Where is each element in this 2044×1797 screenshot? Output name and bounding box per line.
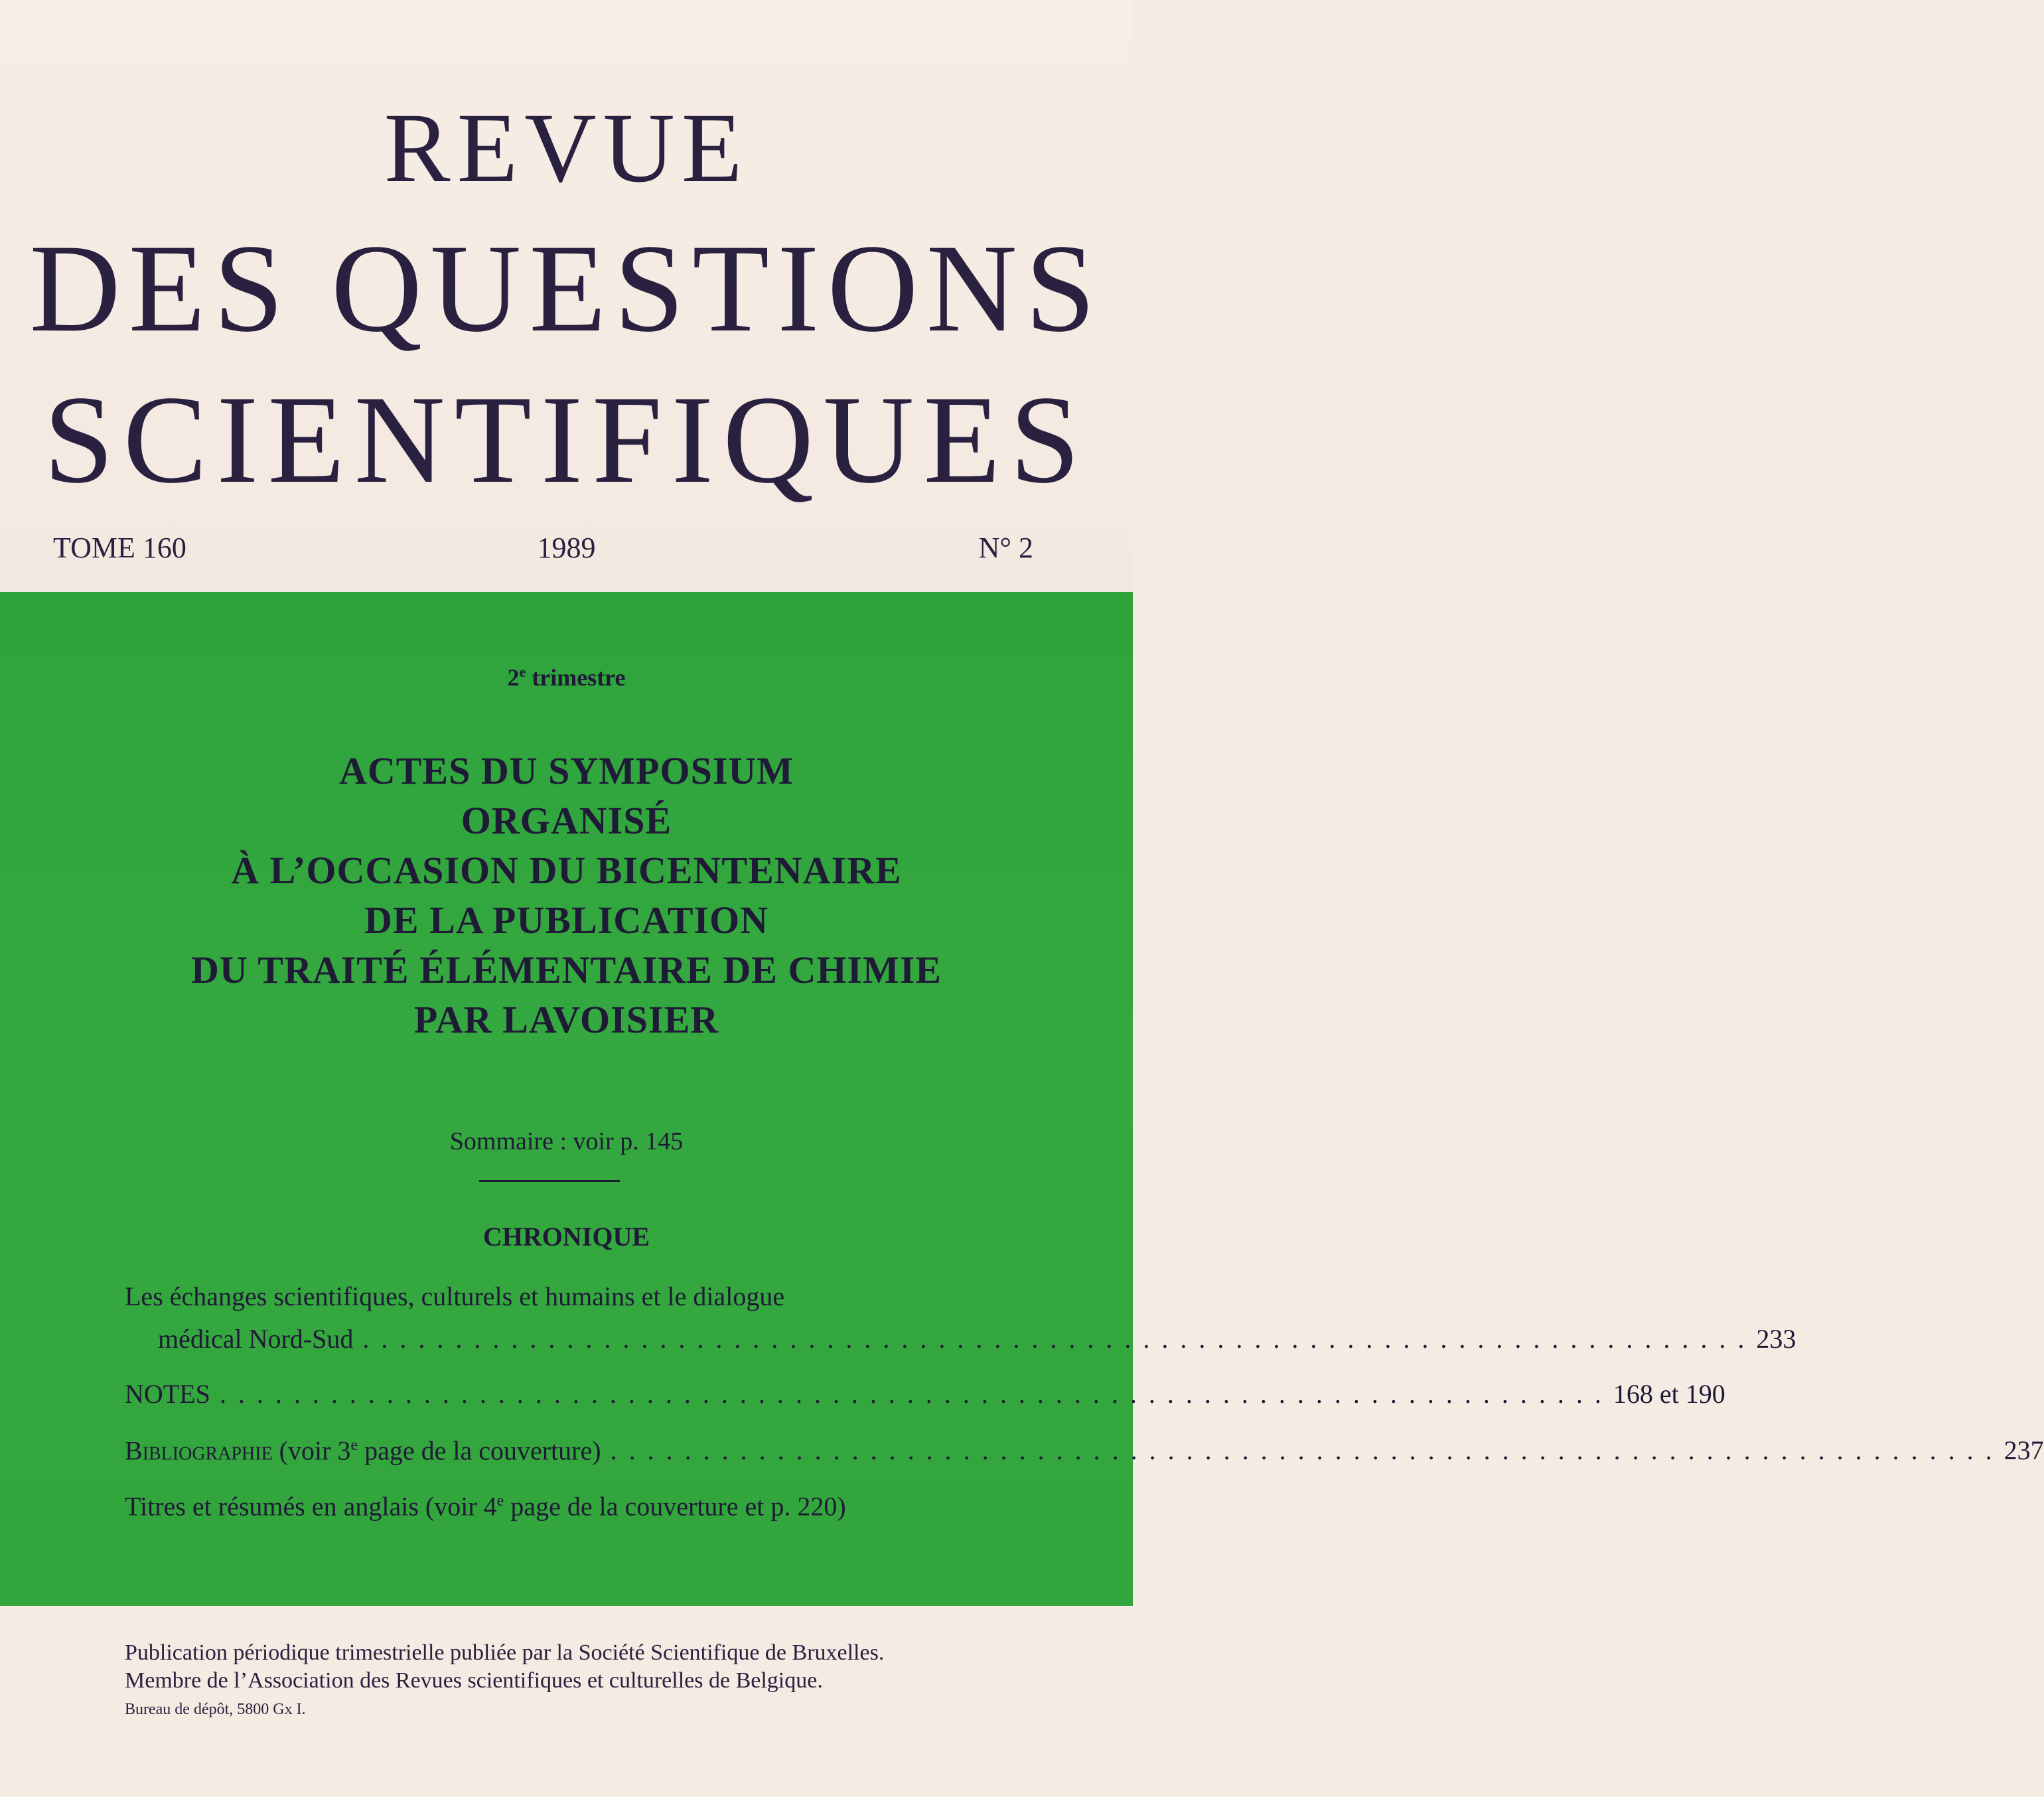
- masthead-line-2: DES QUESTIONS: [29, 219, 1104, 358]
- section-divider: [479, 1180, 620, 1182]
- biblio-text-a: (voir 3: [272, 1435, 351, 1466]
- toc-entry-page: 233: [1756, 1324, 1796, 1354]
- toc-entry-echanges-line2: [158, 1324, 1796, 1354]
- depot-statement: Bureau de dépôt, 5800 Gx I.: [125, 1701, 306, 1718]
- trimestre-superscript: e: [519, 664, 526, 680]
- titres-superscript: e: [496, 1492, 504, 1510]
- association-statement: Membre de l’Association des Revues scientifiques et culturelles de Belgique.: [125, 1668, 823, 1693]
- toc-entry-page: 168 et 190: [1613, 1379, 1725, 1409]
- publisher-statement: Publication périodique trimestrielle publiée par la Société Scientifique de Bruxelles.: [125, 1640, 885, 1665]
- toc-entry-label: [125, 1437, 601, 1464]
- issue-number: N° 2: [978, 532, 1033, 564]
- titres-text-b: page de la couverture et p. 220): [504, 1491, 846, 1522]
- toc-entry-notes: [125, 1379, 1725, 1409]
- leader-dots: . . . . . . . . . . . . . . . . . . . . . . . . . . . . . . . . . . . . . . . . . . . . . . . . . . . . . . . . . . . . . . . . . . . . . . . . . . .: [362, 1324, 1747, 1354]
- toc-entry-titres: [125, 1493, 846, 1520]
- title-line: ORGANISÉ: [461, 799, 672, 842]
- toc-entry-page: 237: [2004, 1435, 2044, 1465]
- biblio-text-b: page de la couverture): [358, 1435, 601, 1466]
- title-line: DU TRAITÉ ÉLÉMENTAIRE DE CHIMIE: [190, 948, 942, 991]
- leader-dots: . . . . . . . . . . . . . . . . . . . . . . . . . . . . . . . . . . . . . . . . . . . . . . . . . . . . . . . . . . . . . . . . . . . . . . . . . . .: [610, 1435, 1995, 1465]
- biblio-smallcaps-label: Bibliographie: [125, 1435, 273, 1466]
- biblio-superscript: e: [350, 1437, 358, 1454]
- trimestre-label: [0, 664, 1133, 691]
- trimestre-word: trimestre: [532, 664, 626, 691]
- title-line: DE LA PUBLICATION: [364, 898, 768, 942]
- leader-dots: . . . . . . . . . . . . . . . . . . . . . . . . . . . . . . . . . . . . . . . . . . . . . . . . . . . . . . . . . . . . . . . . . . . . . . . . . . .: [219, 1379, 1604, 1409]
- title-line: PAR LAVOISIER: [413, 998, 719, 1041]
- issue-tome: TOME 160: [53, 532, 186, 564]
- issue-year: 1989: [537, 532, 596, 564]
- title-line: ACTES DU SYMPOSIUM: [338, 749, 794, 792]
- title-line: À L’OCCASION DU BICENTENAIRE: [231, 849, 902, 892]
- masthead-line-1: REVUE: [384, 93, 749, 203]
- toc-entry-label: médical Nord-Sud: [158, 1324, 354, 1354]
- symposium-title: [0, 746, 1133, 1044]
- titres-text-a: Titres et résumés en anglais (voir 4: [125, 1491, 497, 1522]
- masthead-line-3: SCIENTIFIQUES: [43, 370, 1090, 510]
- chronique-heading: CHRONIQUE: [482, 1222, 650, 1252]
- toc-entry-label: NOTES: [125, 1379, 210, 1409]
- trimestre-number: 2: [507, 664, 520, 691]
- sommaire-reference: Sommaire : voir p. 145: [449, 1127, 684, 1155]
- toc-entry-echanges-line1: Les échanges scientifiques, culturels et humains et le dialogue: [125, 1281, 785, 1311]
- toc-entry-bibliographie: [125, 1435, 2044, 1466]
